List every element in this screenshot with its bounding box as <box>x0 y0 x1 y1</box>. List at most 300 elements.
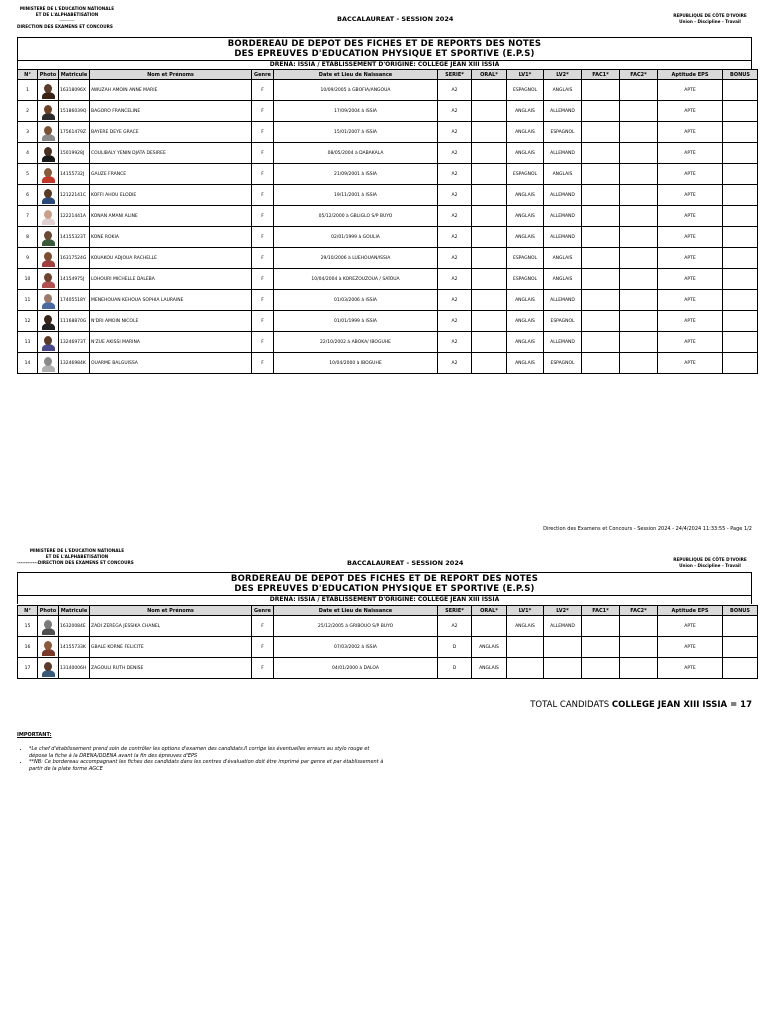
important-note: • **NB: Ce bordereau accompagnant les fiches des candidats dans les centres d'évaluation doit être imprimé par genre et par établissement à partir de la plate forme AGCE <box>29 759 389 772</box>
cell-mat: 17405518Y <box>59 290 90 311</box>
cell-lv1: ANGLAIS <box>507 227 544 248</box>
cell-birth: 05/12/2000 à GBLIGLO S/P BUYO <box>274 206 438 227</box>
cell-oral <box>472 185 507 206</box>
ministry-header <box>17 6 117 30</box>
column-header-bonus: BONUS <box>723 606 758 616</box>
column-header-apt: Aptitude EPS <box>658 70 723 80</box>
cell-n: 14 <box>18 353 38 374</box>
table-body <box>18 616 758 679</box>
cell-genre: F <box>252 269 274 290</box>
avatar-icon <box>42 334 55 351</box>
cell-bonus <box>723 353 758 374</box>
cell-n: 16 <box>18 637 38 658</box>
cell-genre: F <box>252 101 274 122</box>
cell-n: 12 <box>18 311 38 332</box>
cell-bonus <box>723 80 758 101</box>
column-header-photo: Photo <box>38 70 59 80</box>
cell-serie: A2 <box>438 227 472 248</box>
document-page-2 <box>0 540 768 1024</box>
total-label: TOTAL CANDIDATS <box>530 700 612 710</box>
cell-name: AWUZAH AMOIN ANNE MARIE <box>90 80 252 101</box>
cell-fac2 <box>620 248 658 269</box>
cell-genre: F <box>252 616 274 637</box>
ministry-header-p2 <box>17 548 137 566</box>
candidate-photo <box>38 658 59 679</box>
cell-birth: 10/04/2000 à IBOGUHE <box>274 353 438 374</box>
cell-lv2: ALLEMAND <box>544 185 582 206</box>
cell-name: ZAGOULI RUTH DENISE <box>90 658 252 679</box>
cell-mat: 15019928J <box>59 143 90 164</box>
cell-genre: F <box>252 658 274 679</box>
table-row <box>18 80 758 101</box>
cell-bonus <box>723 143 758 164</box>
column-header-mat: Matricule <box>59 606 90 616</box>
cell-mat: 13246973T <box>59 332 90 353</box>
table-row <box>18 290 758 311</box>
avatar-icon <box>42 292 55 309</box>
cell-fac1 <box>582 311 620 332</box>
table-row <box>18 101 758 122</box>
cell-oral <box>472 122 507 143</box>
important-list <box>29 746 389 772</box>
cell-name: KONE ROKIA <box>90 227 252 248</box>
cell-lv2: ALLEMAND <box>544 616 582 637</box>
cell-oral <box>472 269 507 290</box>
column-header-serie: SERIE* <box>438 70 472 80</box>
cell-n: 2 <box>18 101 38 122</box>
cell-bonus <box>723 269 758 290</box>
cell-apt: APTE <box>658 616 723 637</box>
candidate-photo <box>38 332 59 353</box>
cell-fac1 <box>582 637 620 658</box>
cell-apt: APTE <box>658 227 723 248</box>
cell-apt: APTE <box>658 311 723 332</box>
cell-lv2: ANGLAIS <box>544 248 582 269</box>
document-title <box>17 37 752 61</box>
cell-apt: APTE <box>658 122 723 143</box>
cell-genre: F <box>252 164 274 185</box>
cell-n: 17 <box>18 658 38 679</box>
cell-serie: A2 <box>438 616 472 637</box>
cell-serie: A2 <box>438 248 472 269</box>
candidates-table <box>17 69 758 374</box>
cell-lv2: ALLEMAND <box>544 227 582 248</box>
cell-name: OUARME BALGUISSA <box>90 353 252 374</box>
cell-apt: APTE <box>658 185 723 206</box>
cell-name: LOHOURI MICHELLE DALEBA <box>90 269 252 290</box>
avatar-icon <box>42 82 55 99</box>
cell-serie: A2 <box>438 164 472 185</box>
table-row <box>18 637 758 658</box>
cell-apt: APTE <box>658 658 723 679</box>
cell-lv1: ANGLAIS <box>507 290 544 311</box>
cell-lv1: ANGLAIS <box>507 143 544 164</box>
cell-fac1 <box>582 206 620 227</box>
cell-serie: D <box>438 658 472 679</box>
cell-genre: F <box>252 227 274 248</box>
cell-lv1: ESPAGNOL <box>507 269 544 290</box>
cell-oral <box>472 290 507 311</box>
candidate-photo <box>38 616 59 637</box>
cell-oral <box>472 227 507 248</box>
title-line1: BORDEREAU DE DEPOT DES FICHES ET DE REPORT DES NOTES <box>230 574 539 584</box>
cell-serie: A2 <box>438 80 472 101</box>
cell-serie: A2 <box>438 143 472 164</box>
cell-serie: A2 <box>438 269 472 290</box>
cell-n: 5 <box>18 164 38 185</box>
cell-mat: 15186039Q <box>59 101 90 122</box>
table-row <box>18 332 758 353</box>
cell-bonus <box>723 637 758 658</box>
cell-oral <box>472 332 507 353</box>
cell-birth: 29/10/2006 à LUEHOUAN/ISSIA <box>274 248 438 269</box>
cell-fac1 <box>582 227 620 248</box>
ministry-line2: ET DE L'ALPHABETISATION <box>35 12 99 17</box>
cell-fac1 <box>582 143 620 164</box>
table-row <box>18 206 758 227</box>
cell-name: BAGORO FRANCELINE <box>90 101 252 122</box>
cell-lv1: ANGLAIS <box>507 353 544 374</box>
cell-fac2 <box>620 616 658 637</box>
cell-n: 7 <box>18 206 38 227</box>
cell-mat: 16320084E <box>59 616 90 637</box>
cell-fac2 <box>620 143 658 164</box>
cell-bonus <box>723 227 758 248</box>
title-line1: BORDEREAU DE DEPOT DES FICHES ET DE REPORTS DES NOTES <box>227 39 542 49</box>
cell-serie: D <box>438 637 472 658</box>
cell-oral <box>472 143 507 164</box>
table-header-row <box>18 606 758 616</box>
cell-genre: F <box>252 637 274 658</box>
cell-serie: A2 <box>438 101 472 122</box>
cell-fac1 <box>582 164 620 185</box>
cell-apt: APTE <box>658 101 723 122</box>
column-header-fac2: FAC2* <box>620 606 658 616</box>
candidates-table-p2 <box>17 605 758 679</box>
cell-genre: F <box>252 143 274 164</box>
candidate-photo <box>38 353 59 374</box>
cell-name: GBALE KORNE FELICITE <box>90 637 252 658</box>
table-row <box>18 248 758 269</box>
cell-lv1: ANGLAIS <box>507 122 544 143</box>
candidate-photo <box>38 143 59 164</box>
total-value: COLLEGE JEAN XIII ISSIA = 17 <box>611 700 752 710</box>
table-row <box>18 143 758 164</box>
cell-birth: 01/01/1999 à ISSIA <box>274 311 438 332</box>
title-line2: DES EPREUVES D'EDUCATION PHYSIQUE ET SPORTIVE (E.P.S) <box>234 584 535 594</box>
cell-lv2 <box>544 637 582 658</box>
cell-lv1: ANGLAIS <box>507 332 544 353</box>
cell-fac2 <box>620 311 658 332</box>
cell-fac1 <box>582 185 620 206</box>
cell-bonus <box>723 616 758 637</box>
cell-lv2: ALLEMAND <box>544 101 582 122</box>
cell-serie: A2 <box>438 185 472 206</box>
cell-name: N'DRI AMOIN NICOLE <box>90 311 252 332</box>
cell-bonus <box>723 185 758 206</box>
cell-fac2 <box>620 269 658 290</box>
ministry-line2: ET DE L'ALPHABETISATION <box>45 554 109 559</box>
cell-genre: F <box>252 353 274 374</box>
cell-genre: F <box>252 290 274 311</box>
cell-birth: 08/05/2004 à DABAKALA <box>274 143 438 164</box>
cell-bonus <box>723 164 758 185</box>
cell-genre: F <box>252 248 274 269</box>
column-header-lv1: LV1* <box>507 606 544 616</box>
cell-fac2 <box>620 658 658 679</box>
cell-lv2: ALLEMAND <box>544 332 582 353</box>
cell-lv1: ESPAGNOL <box>507 80 544 101</box>
avatar-icon <box>42 145 55 162</box>
cell-genre: F <box>252 122 274 143</box>
cell-birth: 01/03/2006 à ISSIA <box>274 290 438 311</box>
avatar-icon <box>42 103 55 120</box>
cell-lv1: ANGLAIS <box>507 311 544 332</box>
cell-birth: 15/01/2007 à ISSIA <box>274 122 438 143</box>
cell-n: 6 <box>18 185 38 206</box>
avatar-icon <box>42 208 55 225</box>
avatar-icon <box>42 166 55 183</box>
column-header-lv2: LV2* <box>544 606 582 616</box>
cell-name: KOFFI AHOU ELODIE <box>90 185 252 206</box>
cell-serie: A2 <box>438 122 472 143</box>
cell-n: 9 <box>18 248 38 269</box>
cell-fac1 <box>582 101 620 122</box>
table-row <box>18 616 758 637</box>
column-header-serie: SERIE* <box>438 606 472 616</box>
cell-genre: F <box>252 311 274 332</box>
cell-genre: F <box>252 80 274 101</box>
cell-lv1: ANGLAIS <box>507 101 544 122</box>
cell-lv2: ESPAGNOL <box>544 353 582 374</box>
cell-name: KOUAKOU ADJOUA RACHELLE <box>90 248 252 269</box>
cell-mat: 14154975J <box>59 269 90 290</box>
cell-name: GAUZE FRANCE <box>90 164 252 185</box>
column-header-oral: ORAL* <box>472 70 507 80</box>
session-title-p2: BACCALAUREAT - SESSION 2024 <box>347 559 464 567</box>
cell-oral: ANGLAIS <box>472 658 507 679</box>
cell-genre: F <box>252 332 274 353</box>
table-row <box>18 185 758 206</box>
cell-mat: 14155732J <box>59 164 90 185</box>
republic-motto: Union - Discipline - Travail <box>679 19 741 24</box>
cell-fac2 <box>620 332 658 353</box>
cell-oral <box>472 101 507 122</box>
cell-bonus <box>723 658 758 679</box>
cell-bonus <box>723 290 758 311</box>
ministry-line1: MINISTERE DE L'EDUCATION NATIONALE <box>19 6 115 11</box>
cell-serie: A2 <box>438 332 472 353</box>
candidate-photo <box>38 101 59 122</box>
column-header-photo: Photo <box>38 606 59 616</box>
cell-serie: A2 <box>438 206 472 227</box>
cell-name: BAYERE DEYE GRACE <box>90 122 252 143</box>
column-header-birth: Date et Lieu de Naissance <box>274 606 438 616</box>
avatar-icon <box>42 660 55 677</box>
cell-oral <box>472 353 507 374</box>
cell-fac2 <box>620 164 658 185</box>
republic-header <box>670 13 750 25</box>
cell-apt: APTE <box>658 206 723 227</box>
cell-oral <box>472 206 507 227</box>
cell-serie: A2 <box>438 311 472 332</box>
cell-n: 11 <box>18 290 38 311</box>
cell-lv2: ANGLAIS <box>544 80 582 101</box>
cell-lv2: ALLEMAND <box>544 206 582 227</box>
cell-mat: 16317524G <box>59 248 90 269</box>
table-body <box>18 80 758 374</box>
candidate-photo <box>38 269 59 290</box>
cell-fac2 <box>620 101 658 122</box>
important-notes <box>17 732 389 772</box>
cell-birth: 04/01/2000 à DALOA <box>274 658 438 679</box>
cell-genre: F <box>252 206 274 227</box>
cell-birth: 22/10/2002 à ABOKA/ IBOGUHE <box>274 332 438 353</box>
table-row <box>18 353 758 374</box>
cell-fac1 <box>582 658 620 679</box>
republic-name: REPUBLIQUE DE CÔTE D'IVOIRE <box>673 13 747 18</box>
ministry-line1: MINISTERE DE L'EDUCATION NATIONALE <box>29 548 125 553</box>
candidate-photo <box>38 227 59 248</box>
cell-genre: F <box>252 185 274 206</box>
cell-oral <box>472 164 507 185</box>
cell-serie: A2 <box>438 290 472 311</box>
table-row <box>18 227 758 248</box>
table-row <box>18 311 758 332</box>
avatar-icon <box>42 187 55 204</box>
cell-fac2 <box>620 290 658 311</box>
cell-apt: APTE <box>658 80 723 101</box>
avatar-icon <box>42 229 55 246</box>
table-row <box>18 122 758 143</box>
avatar-icon <box>42 618 55 635</box>
cell-mat: 12221441A <box>59 206 90 227</box>
cell-apt: APTE <box>658 290 723 311</box>
document-title-p2 <box>17 572 752 596</box>
cell-lv2: ALLEMAND <box>544 290 582 311</box>
title-line2: DES EPREUVES D'EDUCATION PHYSIQUE ET SPORTIVE (E.P.S) <box>234 49 535 59</box>
candidate-photo <box>38 185 59 206</box>
table-row <box>18 658 758 679</box>
cell-oral <box>472 248 507 269</box>
cell-oral <box>472 616 507 637</box>
cell-lv1: ANGLAIS <box>507 616 544 637</box>
column-header-lv1: LV1* <box>507 70 544 80</box>
cell-lv2: ALLEMAND <box>544 143 582 164</box>
cell-lv2: ANGLAIS <box>544 164 582 185</box>
direction-label: ------------DIRECTION DES EXAMENS ET CONCOURS <box>17 560 134 565</box>
candidate-photo <box>38 311 59 332</box>
cell-n: 8 <box>18 227 38 248</box>
cell-oral <box>472 311 507 332</box>
candidate-photo <box>38 248 59 269</box>
cell-lv1 <box>507 658 544 679</box>
session-title: BACCALAUREAT - SESSION 2024 <box>337 15 454 23</box>
important-title: IMPORTANT: <box>17 732 52 738</box>
cell-birth: 21/09/2001 à ISSIA <box>274 164 438 185</box>
cell-n: 10 <box>18 269 38 290</box>
cell-n: 13 <box>18 332 38 353</box>
cell-bonus <box>723 122 758 143</box>
table-row <box>18 164 758 185</box>
cell-apt: APTE <box>658 332 723 353</box>
cell-name: MENEHOUAN KEHOUA SOPHIA LAURAINE <box>90 290 252 311</box>
cell-lv2: ANGLAIS <box>544 269 582 290</box>
column-header-oral: ORAL* <box>472 606 507 616</box>
cell-bonus <box>723 101 758 122</box>
cell-bonus <box>723 206 758 227</box>
cell-fac2 <box>620 227 658 248</box>
candidate-photo <box>38 206 59 227</box>
cell-fac1 <box>582 80 620 101</box>
column-header-n: N° <box>18 70 38 80</box>
drena-line-p2: DRENA: ISSIA / ETABLISSEMENT D'ORIGINE: COLLEGE JEAN XIII ISSIA <box>17 595 752 604</box>
republic-header-p2 <box>670 557 750 569</box>
column-header-fac1: FAC1* <box>582 70 620 80</box>
column-header-fac2: FAC2* <box>620 70 658 80</box>
cell-fac1 <box>582 290 620 311</box>
cell-apt: APTE <box>658 248 723 269</box>
direction-label: DIRECTION DES EXAMENS ET CONCOURS <box>17 24 113 29</box>
cell-n: 15 <box>18 616 38 637</box>
cell-name: KONAN AMANI ALINE <box>90 206 252 227</box>
cell-lv1 <box>507 637 544 658</box>
cell-birth: 19/11/2001 à ISSIA <box>274 185 438 206</box>
cell-lv1: ANGLAIS <box>507 206 544 227</box>
ministry-dashes: ---------- <box>59 18 75 23</box>
cell-fac1 <box>582 353 620 374</box>
cell-n: 1 <box>18 80 38 101</box>
column-header-mat: Matricule <box>59 70 90 80</box>
avatar-icon <box>42 124 55 141</box>
avatar-icon <box>42 271 55 288</box>
cell-mat: 16318096X <box>59 80 90 101</box>
column-header-lv2: LV2* <box>544 70 582 80</box>
column-header-apt: Aptitude EPS <box>658 606 723 616</box>
cell-lv1: ESPAGNOL <box>507 164 544 185</box>
avatar-icon <box>42 313 55 330</box>
cell-mat: 14155323T <box>59 227 90 248</box>
cell-birth: 25/12/2005 à GRIBOUO S/P BUYO <box>274 616 438 637</box>
cell-birth: 02/01/1999 à GOULIA <box>274 227 438 248</box>
cell-mat: 13140006H <box>59 658 90 679</box>
cell-apt: APTE <box>658 269 723 290</box>
cell-apt: APTE <box>658 353 723 374</box>
cell-oral: ANGLAIS <box>472 637 507 658</box>
cell-fac1 <box>582 269 620 290</box>
table-header-row <box>18 70 758 80</box>
cell-fac2 <box>620 637 658 658</box>
cell-fac2 <box>620 122 658 143</box>
column-header-fac1: FAC1* <box>582 606 620 616</box>
cell-apt: APTE <box>658 143 723 164</box>
column-header-name: Nom et Prénoms <box>90 606 252 616</box>
cell-fac1 <box>582 616 620 637</box>
candidate-photo <box>38 637 59 658</box>
cell-fac2 <box>620 353 658 374</box>
cell-fac1 <box>582 332 620 353</box>
cell-birth: 10/04/2004 à KOREZOUZOUA / SAÏOUA <box>274 269 438 290</box>
republic-motto: Union - Discipline - Travail <box>679 563 741 568</box>
cell-fac1 <box>582 122 620 143</box>
cell-bonus <box>723 248 758 269</box>
drena-line: DRENA: ISSIA / ETABLISSEMENT D'ORIGINE: COLLEGE JEAN XIII ISSIA <box>17 60 752 69</box>
candidate-photo <box>38 122 59 143</box>
cell-mat: 12122141C <box>59 185 90 206</box>
column-header-n: N° <box>18 606 38 616</box>
column-header-bonus: BONUS <box>723 70 758 80</box>
cell-lv1: ESPAGNOL <box>507 248 544 269</box>
